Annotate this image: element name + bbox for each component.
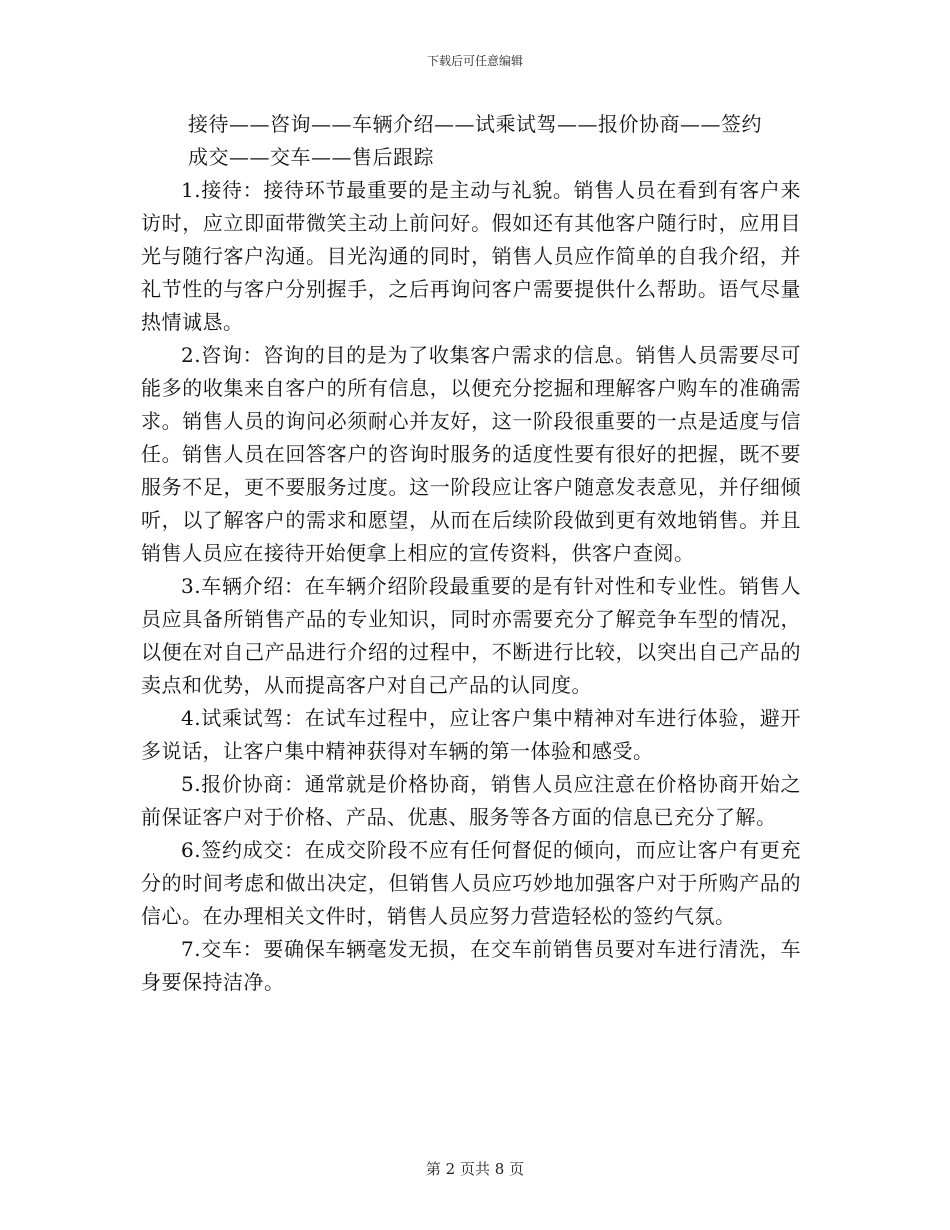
page-header: 下载后可任意编辑 [426, 54, 523, 68]
paragraph-contract-signing: 6.签约成交：在成交阶段不应有任何督促的倾向，而应让客户有更充分的时间考虑和做出决定，但销售人员应巧妙地加强客户对于所购产品的信心。在办理相关文件时，销售人员应努力营造轻松的签约气氛。 [141, 838, 801, 928]
paragraph-test-drive: 4.试乘试驾：在试车过程中，应让客户集中精神对车进行体验，避开多说话，让客户集中精神获得对车辆的第一体验和感受。 [141, 706, 801, 763]
process-flow-line-2: 成交——交车——售后跟踪 [188, 145, 434, 169]
paragraph-reception: 1.接待：接待环节最重要的是主动与礼貌。销售人员在看到有客户来访时，应立即面带微笑主动上前问好。假如还有其他客户随行时，应用目光与随行客户沟通。目光沟通的同时，销售人员应作简单的自我介绍，并礼节性的与客户分别握手，之后再询问客户需要提供什么帮助。语气尽量热情诚恳。 [141, 178, 801, 334]
paragraph-vehicle-introduction: 3.车辆介绍：在车辆介绍阶段最重要的是有针对性和专业性。销售人员应具备所销售产品的专业知识，同时亦需要充分了解竞争车型的情况，以便在对自己产品进行介绍的过程中，不断进行比较，以突出自己产品的卖点和优势，从而提高客户对自己产品的认同度。 [141, 574, 801, 697]
paragraph-price-negotiation: 5.报价协商：通常就是价格协商，销售人员应注意在价格协商开始之前保证客户对于价格、产品、优惠、服务等各方面的信息已充分了解。 [141, 772, 801, 829]
paragraph-consultation: 2.咨询：咨询的目的是为了收集客户需求的信息。销售人员需要尽可能多的收集来自客户的所有信息，以便充分挖掘和理解客户购车的准确需求。销售人员的询问必须耐心并友好，这一阶段很重要的一点是适度与信任。销售人员在回答客户的咨询时服务的适度性要有很好的把握，既不要服务不足，更不要服务过度。这一阶段应让客户随意发表意见，并仔细倾听，以了解客户的需求和愿望，从而在后续阶段做到更有效地销售。并且销售人员应在接待开始便拿上相应的宣传资料，供客户查阅。 [141, 343, 801, 565]
document-body [141, 108, 801, 999]
page-footer: 第 2 页共 8 页 [425, 1160, 525, 1178]
process-flow-line-1: 接待——咨询——车辆介绍——试乘试驾——报价协商——签约 [188, 112, 762, 136]
paragraph-vehicle-delivery: 7.交车：要确保车辆毫发无损，在交车前销售员要对车进行清洗，车身要保持洁净。 [141, 937, 801, 994]
